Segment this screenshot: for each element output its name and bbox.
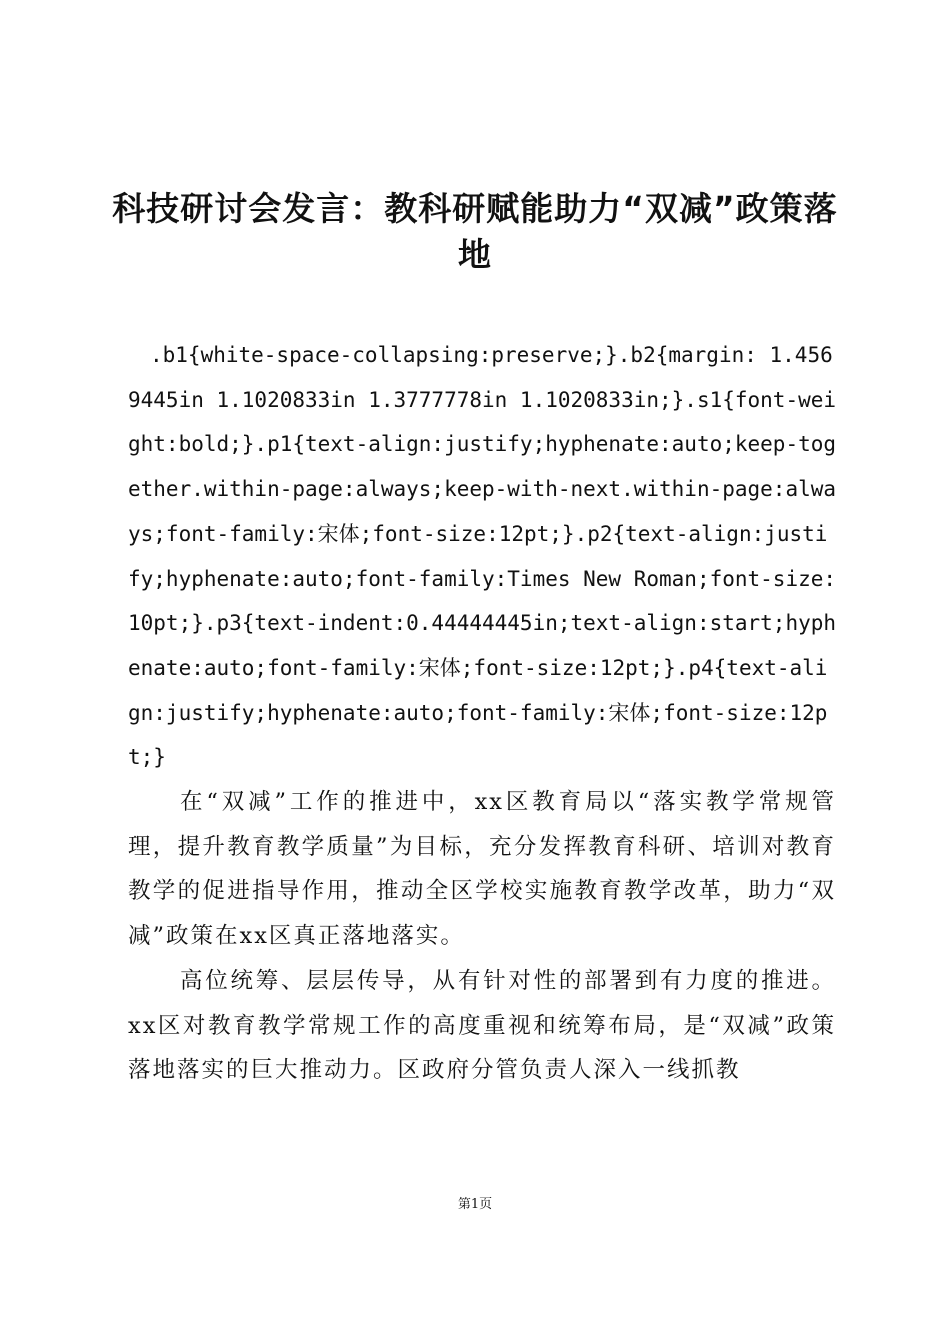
paragraph-2: 高位统筹、层层传导，从有针对性的部署到有力度的推进。xx区对教育教学常规工作的高度重视和统筹布局，是“双减”政策落地落实的巨大推动力。区政府分管负责人深入一线抓教 [128, 967, 836, 1084]
css-style-text: .b1{white-space-collapsing:preserve;}.b2{margin: 1.4569445in 1.1020833in 1.3777778in 1.1020833in;}.s1{font-weight:bold;}.p1{text-align:justify;hyphenate:auto;keep-together.within-page:always;keep-with-next.within-page:always;font-family:宋体;font-size:12pt;}.p2{text-align:justify;hyphenate:auto;font-family:Times New Roman;font-size:10pt;}.p3{text-indent:0.44444445in;text-align:start;hyphenate:auto;font-family:宋体;font-size:12pt;}.p4{text-align:justify;hyphenate:auto;font-family:宋体;font-size:12pt;} [128, 343, 837, 770]
document-body [128, 333, 836, 1093]
document-title: 科技研讨会发言：教科研赋能助力“双减”政策落地 [112, 189, 838, 274]
page-number: 第1页 [457, 1197, 493, 1212]
paragraph-1: 在“双减”工作的推进中，xx区教育局以“落实教学常规管理，提升教育教学质量”为目标，充分发挥教育科研、培训对教育教学的促进指导作用，推动全区学校实施教育教学改革，助力“双减”政策在xx区真正落地落实。 [128, 789, 836, 950]
